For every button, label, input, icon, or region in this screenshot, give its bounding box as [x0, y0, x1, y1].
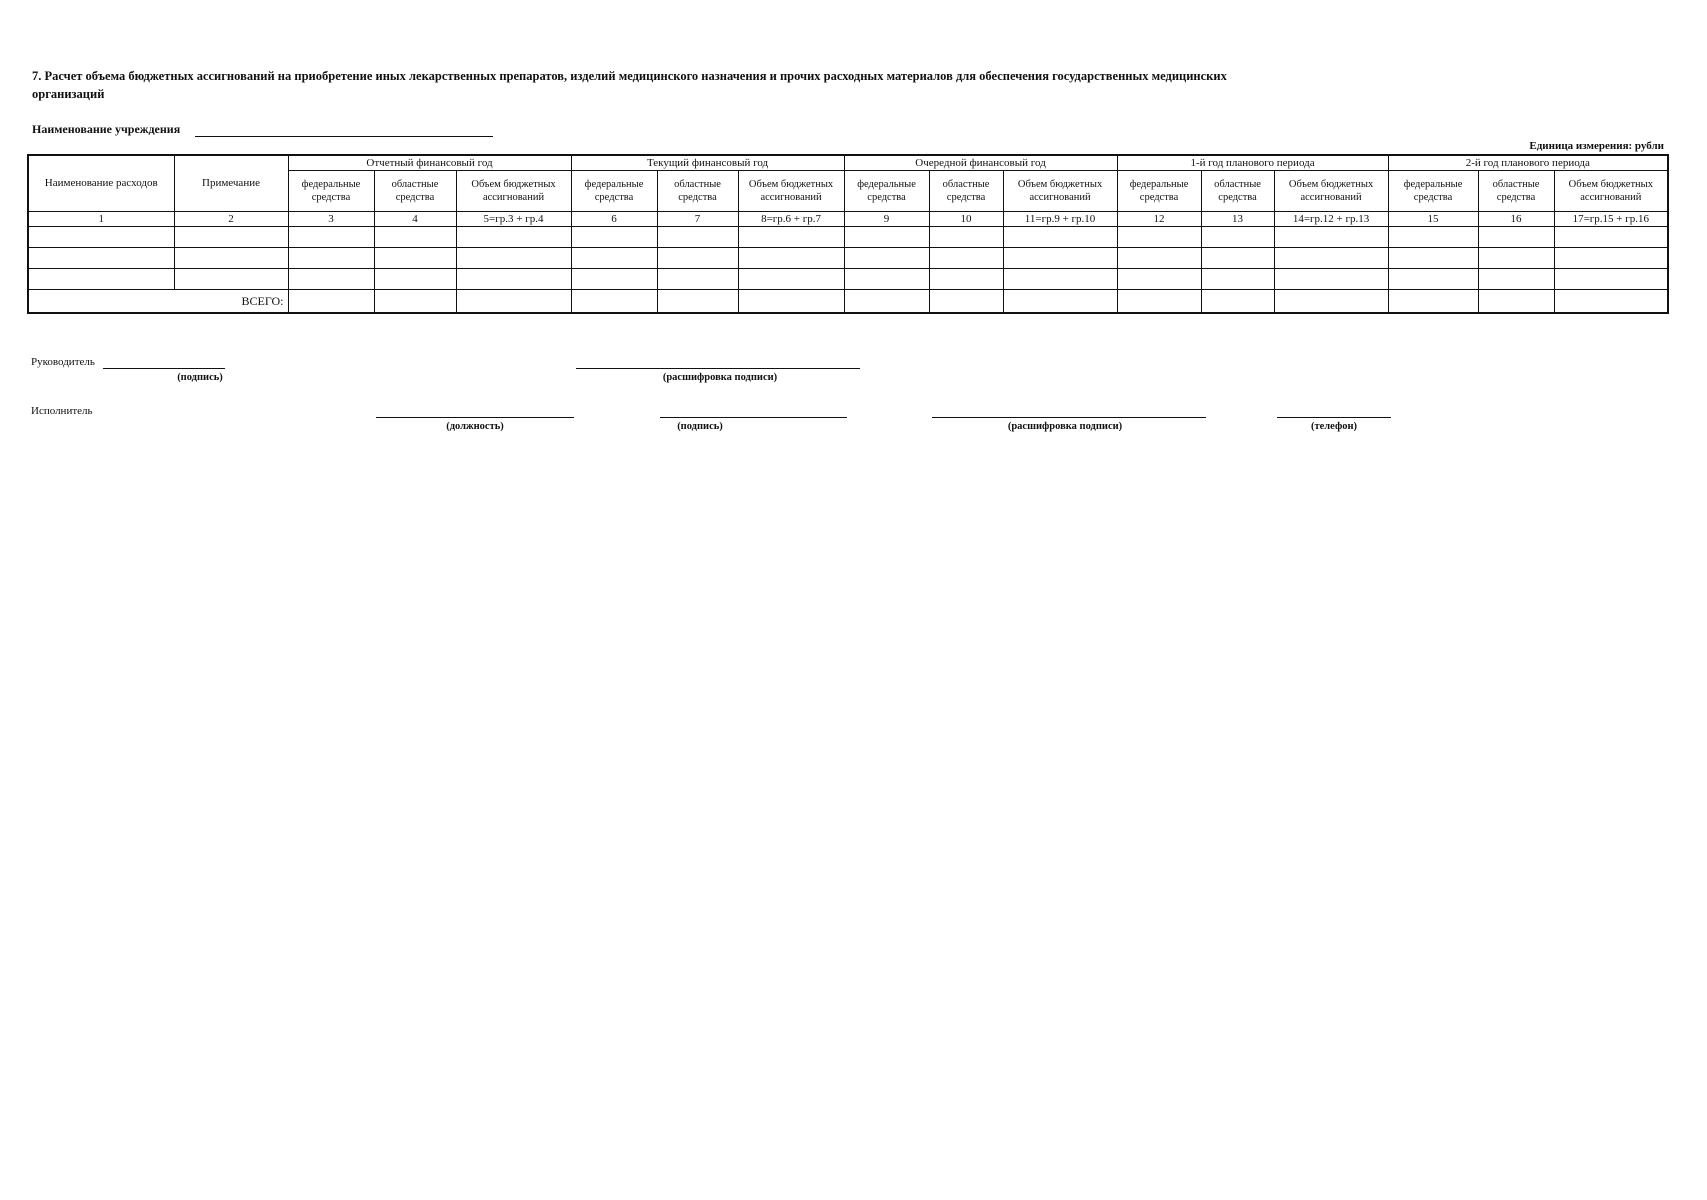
table-cell[interactable]: [288, 227, 374, 248]
table-cell[interactable]: [571, 248, 657, 269]
subheader-regional: областные средства: [657, 171, 738, 212]
column-number: 8=гр.6 + гр.7: [738, 212, 844, 227]
unit-label: Единица измерения: рубли: [1529, 140, 1664, 152]
header-note: Примечание: [174, 155, 288, 212]
table-cell[interactable]: [28, 248, 174, 269]
column-number: 13: [1201, 212, 1274, 227]
table-cell[interactable]: [1554, 269, 1668, 290]
org-name-label: Наименование учреждения: [32, 122, 181, 136]
subheader-regional: областные средства: [374, 171, 456, 212]
total-cell[interactable]: [844, 290, 929, 314]
total-cell[interactable]: [1117, 290, 1201, 314]
table-cell[interactable]: [174, 248, 288, 269]
subheader-regional: областные средства: [1201, 171, 1274, 212]
column-number: 2: [174, 212, 288, 227]
table-row: [28, 248, 1668, 269]
table-row: [28, 269, 1668, 290]
table-cell[interactable]: [844, 227, 929, 248]
total-row: [28, 290, 1668, 314]
header-group: Отчетный финансовый год: [288, 155, 571, 171]
executor-label: Исполнитель: [31, 405, 93, 417]
table-cell[interactable]: [1478, 269, 1554, 290]
column-number: 11=гр.9 + гр.10: [1003, 212, 1117, 227]
column-number: 15: [1388, 212, 1478, 227]
column-number: 9: [844, 212, 929, 227]
column-number: 6: [571, 212, 657, 227]
exec-phone-caption: (телефон): [1310, 421, 1358, 432]
table-cell[interactable]: [1554, 227, 1668, 248]
exec-phone-line[interactable]: [1277, 417, 1391, 418]
column-number: 4: [374, 212, 456, 227]
subheader-regional: областные средства: [1478, 171, 1554, 212]
head-decode-line[interactable]: [576, 368, 860, 369]
exec-decode-line[interactable]: [932, 417, 1206, 418]
table-cell[interactable]: [1003, 269, 1117, 290]
table-cell[interactable]: [657, 227, 738, 248]
exec-signature-caption: (подпись): [677, 421, 723, 432]
head-signature-caption: (подпись): [177, 372, 223, 383]
table-cell[interactable]: [174, 269, 288, 290]
table-cell[interactable]: [1478, 227, 1554, 248]
table-cell[interactable]: [1117, 248, 1201, 269]
subheader-federal: федеральные средства: [571, 171, 657, 212]
table-cell[interactable]: [174, 227, 288, 248]
total-cell[interactable]: [657, 290, 738, 314]
total-label: ВСЕГО:: [28, 290, 288, 314]
subheader-volume: Объем бюджетных ассигнований: [456, 171, 571, 212]
column-number: 3: [288, 212, 374, 227]
total-cell[interactable]: [1554, 290, 1668, 314]
table-cell[interactable]: [1117, 227, 1201, 248]
table-cell[interactable]: [1554, 248, 1668, 269]
table-cell[interactable]: [657, 269, 738, 290]
column-number: 14=гр.12 + гр.13: [1274, 212, 1388, 227]
table-cell[interactable]: [1274, 269, 1388, 290]
subheader-volume: Объем бюджетных ассигнований: [738, 171, 844, 212]
total-cell[interactable]: [929, 290, 1003, 314]
table-cell[interactable]: [28, 227, 174, 248]
table-cell[interactable]: [1274, 248, 1388, 269]
table-cell[interactable]: [738, 227, 844, 248]
column-number: 1: [28, 212, 174, 227]
table-cell[interactable]: [374, 227, 456, 248]
header-group: 2-й год планового периода: [1388, 155, 1668, 171]
total-cell[interactable]: [571, 290, 657, 314]
header-expense-name: Наименование расходов: [28, 155, 174, 212]
table-cell[interactable]: [1388, 269, 1478, 290]
table-cell[interactable]: [738, 248, 844, 269]
total-cell[interactable]: [456, 290, 571, 314]
org-name-field[interactable]: [195, 136, 493, 137]
header-group: Очередной финансовый год: [844, 155, 1117, 171]
total-cell[interactable]: [374, 290, 456, 314]
column-number: 17=гр.15 + гр.16: [1554, 212, 1668, 227]
table-cell[interactable]: [28, 269, 174, 290]
table-cell[interactable]: [929, 227, 1003, 248]
table-cell[interactable]: [929, 248, 1003, 269]
total-cell[interactable]: [738, 290, 844, 314]
table-row: [28, 227, 1668, 248]
total-cell[interactable]: [288, 290, 374, 314]
table-cell[interactable]: [1478, 248, 1554, 269]
total-cell[interactable]: [1388, 290, 1478, 314]
column-number: 12: [1117, 212, 1201, 227]
total-cell[interactable]: [1478, 290, 1554, 314]
table-cell[interactable]: [288, 248, 374, 269]
table-cell[interactable]: [1388, 227, 1478, 248]
table-cell[interactable]: [1201, 248, 1274, 269]
head-label: Руководитель: [31, 356, 95, 368]
table-cell[interactable]: [374, 248, 456, 269]
table-cell[interactable]: [571, 269, 657, 290]
table-cell[interactable]: [1201, 269, 1274, 290]
table-cell[interactable]: [456, 227, 571, 248]
column-number: 7: [657, 212, 738, 227]
total-cell[interactable]: [1274, 290, 1388, 314]
table-cell[interactable]: [456, 269, 571, 290]
budget-table: [27, 154, 1669, 314]
column-number: 5=гр.3 + гр.4: [456, 212, 571, 227]
table-cell[interactable]: [456, 248, 571, 269]
table-cell[interactable]: [844, 248, 929, 269]
table-cell[interactable]: [1117, 269, 1201, 290]
column-number: 10: [929, 212, 1003, 227]
table-cell[interactable]: [929, 269, 1003, 290]
table-cell[interactable]: [1388, 248, 1478, 269]
subheader-federal: федеральные средства: [844, 171, 929, 212]
table-cell[interactable]: [1274, 227, 1388, 248]
head-signature-line[interactable]: [103, 368, 225, 369]
exec-decode-caption: (расшифровка подписи): [1007, 421, 1123, 432]
total-cell[interactable]: [1003, 290, 1117, 314]
subheader-volume: Объем бюджетных ассигнований: [1003, 171, 1117, 212]
column-number-row: [28, 212, 1668, 227]
table-cell[interactable]: [657, 248, 738, 269]
table-cell[interactable]: [288, 269, 374, 290]
subheader-volume: Объем бюджетных ассигнований: [1554, 171, 1668, 212]
head-decode-caption: (расшифровка подписи): [662, 372, 778, 383]
table-cell[interactable]: [1201, 227, 1274, 248]
document-title: 7. Расчет объема бюджетных ассигнований на приобретение иных лекарственных препаратов, изделий медицинского назначения и прочих расходных материалов для обеспечения государственных медицинских организаций: [32, 69, 1227, 101]
subheader-federal: федеральные средства: [1117, 171, 1201, 212]
exec-position-caption: (должность): [446, 421, 504, 432]
subheader-volume: Объем бюджетных ассигнований: [1274, 171, 1388, 212]
subheader-federal: федеральные средства: [1388, 171, 1478, 212]
header-group: 1-й год планового периода: [1117, 155, 1388, 171]
table-cell[interactable]: [844, 269, 929, 290]
header-group: Текущий финансовый год: [571, 155, 844, 171]
exec-position-line[interactable]: [376, 417, 574, 418]
table-cell[interactable]: [738, 269, 844, 290]
table-cell[interactable]: [1003, 227, 1117, 248]
table-cell[interactable]: [571, 227, 657, 248]
total-cell[interactable]: [1201, 290, 1274, 314]
table-cell[interactable]: [374, 269, 456, 290]
subheader-federal: федеральные средства: [288, 171, 374, 212]
subheader-regional: областные средства: [929, 171, 1003, 212]
exec-signature-line[interactable]: [660, 417, 847, 418]
table-cell[interactable]: [1003, 248, 1117, 269]
column-number: 16: [1478, 212, 1554, 227]
